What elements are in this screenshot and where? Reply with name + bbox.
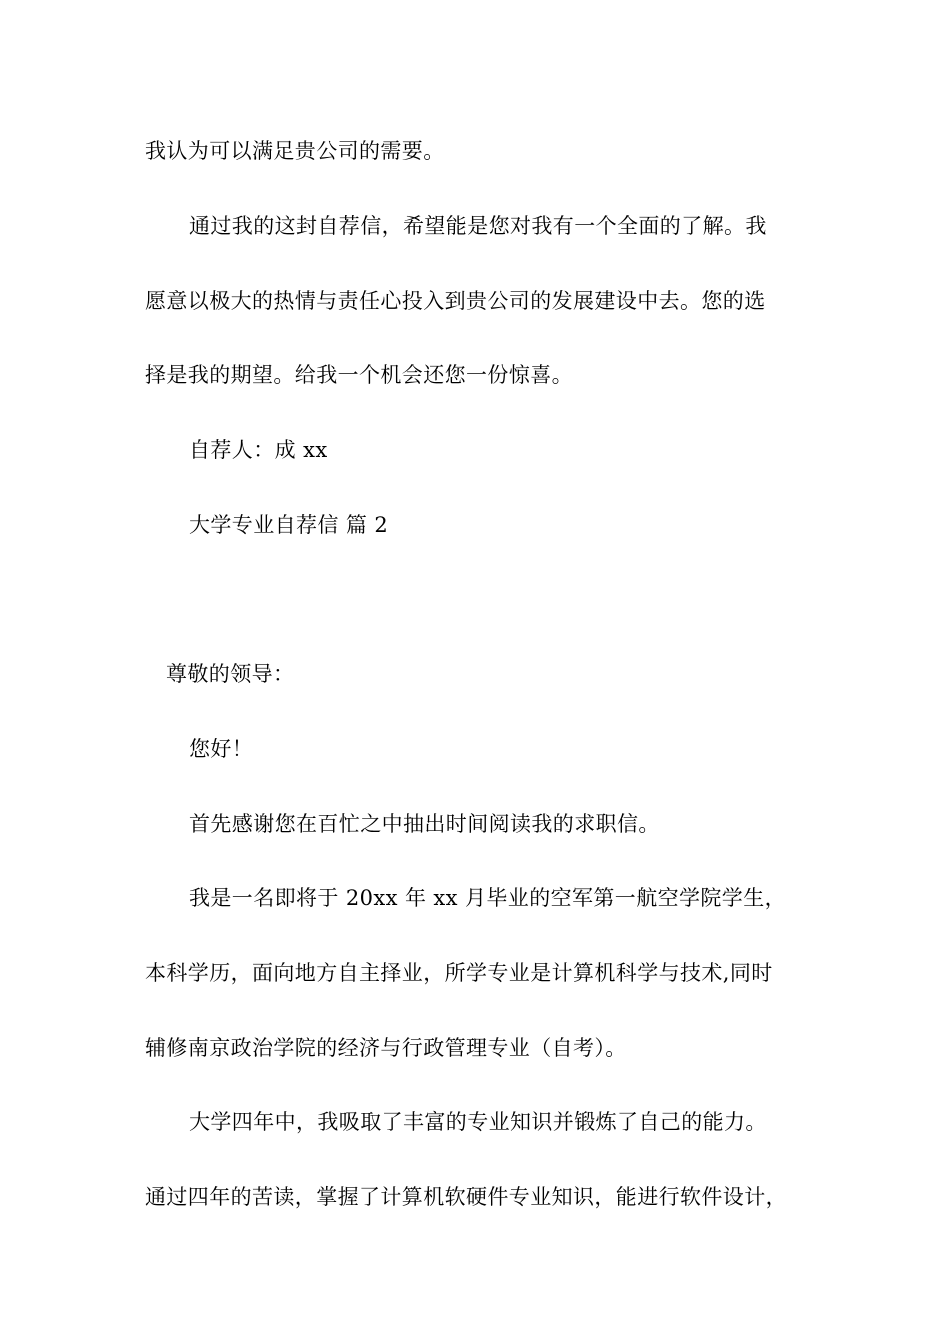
salutation: 尊敬的领导： [166,662,295,686]
text-line: 本科学历，面向地方自主择业，所学专业是计算机科学与技术,同时 [145,961,773,985]
paragraph-text: 首先感谢您在百忙之中抽出时间阅读我的求职信。 [189,812,660,836]
text-line: 我认为可以满足贵公司的需要。 [145,139,445,163]
section-heading: 大学专业自荐信 篇 2 [189,513,389,537]
text-line: 辅修南京政治学院的经济与行政管理专业（自考）。 [145,1036,627,1060]
text-line: 通过四年的苦读，掌握了计算机软硬件专业知识，能进行软件设计， [145,1185,787,1209]
paragraph-text: 我是一名即将于 20xx 年 xx 月毕业的空军第一航空学院学生， [189,886,786,910]
paragraph-text: 大学四年中，我吸取了丰富的专业知识并锻炼了自己的能力。 [189,1110,767,1134]
greeting: 您好！ [189,737,254,761]
paragraph-text: 通过我的这封自荐信，希望能是您对我有一个全面的了解。我 [189,214,767,238]
text-line: 愿意以极大的热情与责任心投入到贵公司的发展建设中去。您的选 [145,289,766,313]
signature-line: 自荐人：成 xx [189,438,328,462]
text-line: 择是我的期望。给我一个机会还您一份惊喜。 [145,363,573,387]
